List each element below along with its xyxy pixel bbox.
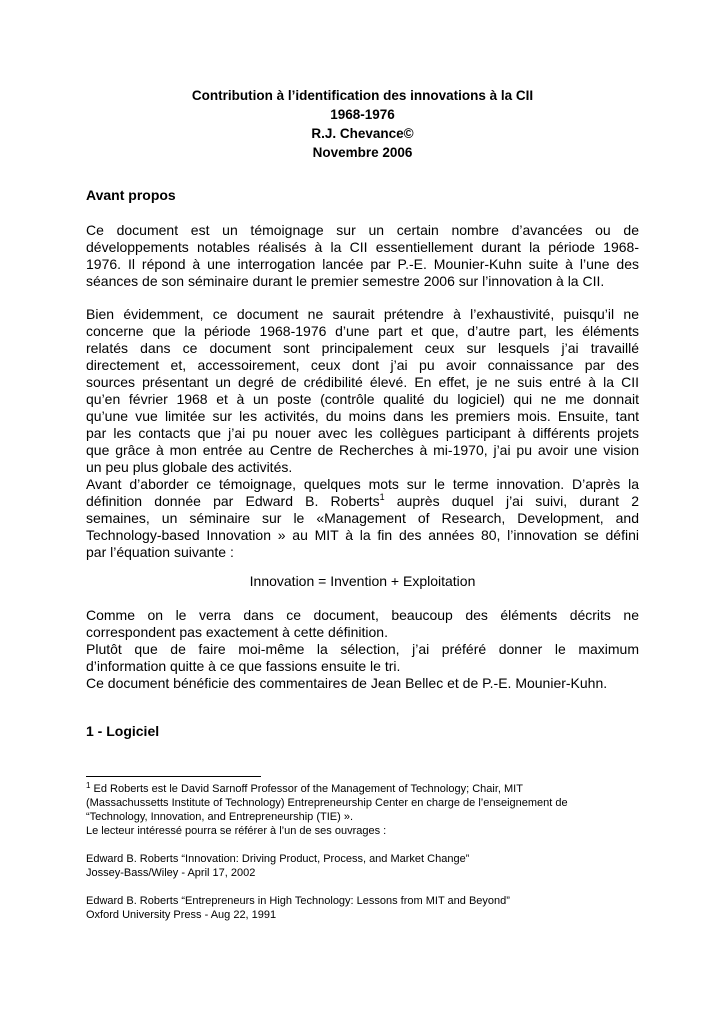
footnote-reference-book-2 xyxy=(86,894,639,922)
text-line: Plutôt que de faire moi-même la sélection, j’ai préféré donner le maximum xyxy=(86,641,639,657)
paragraph-4 xyxy=(86,607,639,692)
footnote-separator xyxy=(86,776,261,777)
text-line: Ce document est un témoignage sur un certain nombre d’avancées ou de xyxy=(86,222,639,238)
section-heading-avant-propos: Avant propos xyxy=(86,187,176,203)
footnote-line: “Technology, Innovation, and Entrepreneurship (TIE) ». xyxy=(86,811,354,823)
book-title: Edward B. Roberts “Entrepreneurs in High Technology: Lessons from MIT and Beyond” xyxy=(86,895,510,907)
section-heading-logiciel: 1 - Logiciel xyxy=(86,723,160,739)
text-line: Technology-based Innovation » au MIT à la fin des années 80, l’innovation se défini xyxy=(86,527,639,543)
text-line: Ce document bénéficie des commentaires de Jean Bellec et de P.-E. Mounier-Kuhn. xyxy=(86,675,608,691)
text-line: qu’en février 1968 et à un poste (contrôle qualité du logiciel) qui ne me donnait xyxy=(86,391,639,407)
footnote-line: (Massachussetts Institute of Technology) Entrepreneurship Center en charge de l’enseignement de xyxy=(86,797,568,809)
text-line: un peu plus globale des activités. xyxy=(86,459,293,475)
footnote-marker: 1 xyxy=(86,781,91,790)
text-line xyxy=(86,493,639,510)
text-line: concerne que la période 1968-1976 d’une part et que, d’autre part, les éléments xyxy=(86,323,639,339)
text-fragment: Ed Roberts est le David Sarnoff Professor of the Management of Technology; Chair, MIT xyxy=(90,783,523,795)
title-years: 1968-1976 xyxy=(330,107,395,122)
text-line: par les contacts que j’ai pu nouer avec les collègues participant à différents projets xyxy=(86,425,639,441)
text-line: correspondent pas exactement à cette définition. xyxy=(86,624,388,640)
book-title: Edward B. Roberts “Innovation: Driving Product, Process, and Market Change” xyxy=(86,853,470,865)
text-line: par l’équation suivante : xyxy=(86,544,234,560)
book-publisher: Oxford University Press - Aug 22, 1991 xyxy=(86,909,277,921)
title-author: R.J. Chevance© xyxy=(311,126,414,141)
footnote-reference[interactable]: 1 xyxy=(379,492,385,502)
text-line: directement et, accessoirement, ceux dont j’ai pu avoir connaissance par des xyxy=(86,357,639,373)
footnote-line: Le lecteur intéressé pourra se référer à l’un de ses ouvrages : xyxy=(86,825,387,837)
text-line: d’information quitte à ce que fassions ensuite le tri. xyxy=(86,658,401,674)
text-line: sources présentant un degré de crédibilité élevé. En effet, je ne suis entré à la CII xyxy=(86,374,639,390)
text-line: relatés dans ce document sont principalement ceux sur lesquels j’ai travaillé xyxy=(86,340,639,356)
text-line: que grâce à mon entrée au Centre de Recherches à mi-1970, j’ai pu avoir une vision xyxy=(86,442,639,458)
text-fragment: définition donnée par Edward B. Roberts xyxy=(86,493,380,509)
innovation-equation: Innovation = Invention + Exploitation xyxy=(249,573,476,589)
book-publisher: Jossey-Bass/Wiley - April 17, 2002 xyxy=(86,867,256,879)
text-line: semaines, un séminaire sur le «Management of Research, Development, and xyxy=(86,510,639,526)
text-line: séances de son séminaire durant le premier semestre 2006 sur l’innovation à la CII. xyxy=(86,273,605,289)
footnote-line xyxy=(86,782,639,796)
title-line: Contribution à l’identification des innovations à la CII xyxy=(191,88,534,103)
document-title xyxy=(86,86,639,162)
footnote xyxy=(86,782,639,838)
text-line: Comme on le verra dans ce document, beaucoup des éléments décrits ne xyxy=(86,607,639,623)
paragraph-2 xyxy=(86,306,639,476)
text-line: qu’une vue limitée sur les activités, du moins dans les premiers mois. Ensuite, tant xyxy=(86,408,639,424)
text-line: 1976. Il répond à une interrogation lancée par P.-E. Mounier-Kuhn suite à l’une des xyxy=(86,256,639,272)
text-fragment: auprès duquel j’ai suivi, durant 2 xyxy=(384,493,639,509)
text-line: Bien évidemment, ce document ne saurait prétendre à l’exhaustivité, puisqu’il ne xyxy=(86,306,639,322)
text-line: développements notables réalisés à la CII essentiellement durant la période 1968- xyxy=(86,239,639,255)
title-date: Novembre 2006 xyxy=(312,145,413,160)
paragraph-3 xyxy=(86,476,639,561)
paragraph-1 xyxy=(86,222,639,290)
text-line: Avant d’aborder ce témoignage, quelques mots sur le terme innovation. D’après la xyxy=(86,476,639,492)
footnote-reference-book-1 xyxy=(86,852,639,880)
